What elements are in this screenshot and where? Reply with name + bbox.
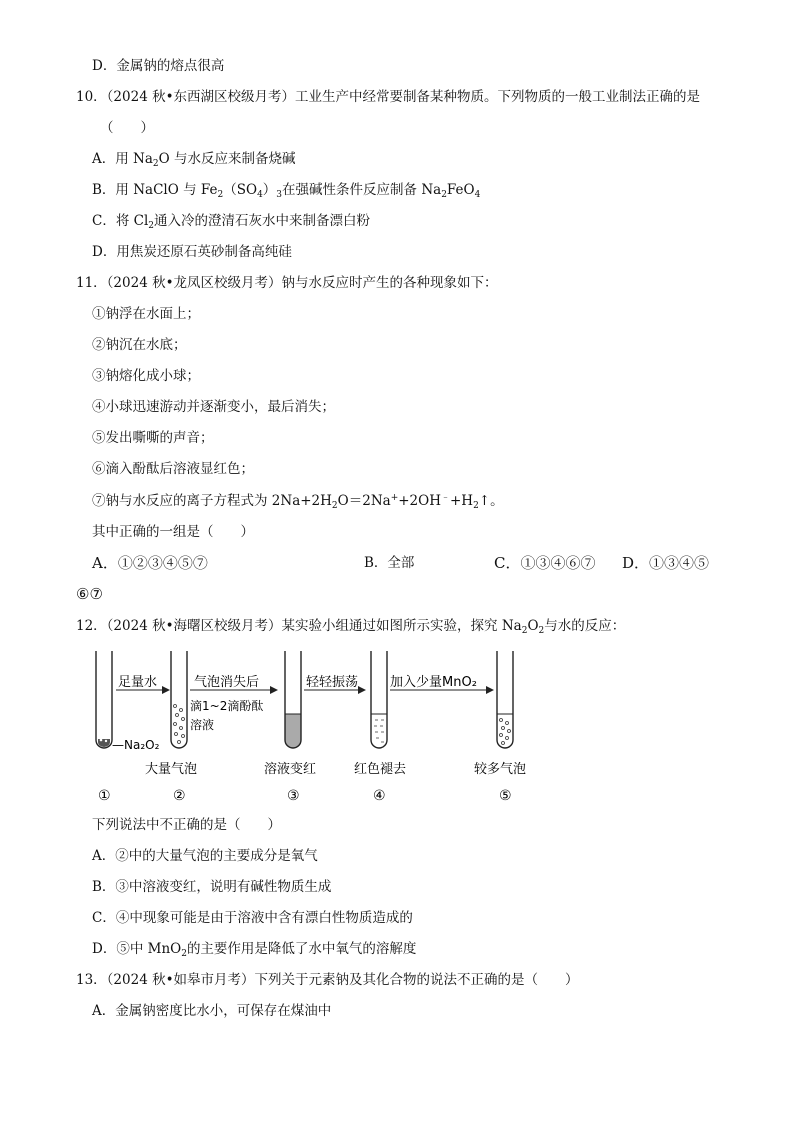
q12-stem: 12．（2024 秋•海曙区校级月考）某实验小组通过如图所示实验，探究 $Na_2O_2$与水的反应： xyxy=(76,618,626,636)
q12-option-c: C．④中现象可能是由于溶液中含有漂白性物质造成的 xyxy=(92,910,413,926)
q10-paren: （ ） xyxy=(100,120,154,136)
q11-item-6: ⑥滴入酚酞后溶液显红色； xyxy=(92,461,254,477)
tube-number-3: ③ xyxy=(287,788,300,804)
q12-option-d: D．⑤中 MnO$_2$的主要作用是降低了水中氧气的溶解度 xyxy=(92,941,417,959)
q12-option-a: A．②中的大量气泡的主要成分是氧气 xyxy=(92,848,318,864)
test-tube-5 xyxy=(497,651,513,748)
obs-3-label: 溶液变红 xyxy=(264,762,317,777)
experiment-figure xyxy=(90,648,540,808)
tube-number-4: ④ xyxy=(373,788,386,804)
test-tube-3 xyxy=(285,651,301,748)
q11-item-1: ①钠浮在水面上； xyxy=(92,306,200,322)
na2o2-label: —Na₂O₂ xyxy=(112,738,160,752)
q11-option-d-cont: ⑥⑦ xyxy=(76,585,103,603)
q10-option-b: B．用 NaClO 与 $Fe_2(SO_4)_3$在强碱性条件反应制备 $Na_2FeO_4$ xyxy=(92,182,481,200)
step-2-label-c: 溶液 xyxy=(190,718,215,732)
q11-stem: 11．（2024 秋•龙凤区校级月考）钠与水反应时产生的各种现象如下： xyxy=(76,275,498,291)
q12-ask: 下列说法中不正确的是（ ） xyxy=(92,817,281,833)
test-tube-4 xyxy=(371,651,387,748)
arrow-3-head xyxy=(358,686,366,694)
tube-number-2: ② xyxy=(173,788,186,804)
q11-option-d: D．①③④⑤ xyxy=(622,554,710,572)
q10-option-a: A．用 $Na_2O$ 与水反应来制备烧碱 xyxy=(92,151,296,169)
step-4-label: 加入少量MnO₂ xyxy=(390,675,477,690)
obs-2-label: 大量气泡 xyxy=(145,762,198,777)
arrow-1-head xyxy=(162,686,170,694)
q13-option-a: A．金属钠密度比水小，可保存在煤油中 xyxy=(92,1003,332,1019)
tube-number-1: ① xyxy=(98,788,111,804)
test-tube-2 xyxy=(171,651,187,748)
q10-option-c: C．将 $Cl_2$通入冷的澄清石灰水中来制备漂白粉 xyxy=(92,213,371,231)
q11-option-b: B．全部 xyxy=(364,555,415,571)
q10-option-d: D．用焦炭还原石英砂制备高纯硅 xyxy=(92,244,292,260)
tube-number-5: ⑤ xyxy=(499,788,512,804)
q9-option-d: D．金属钠的熔点很高 xyxy=(92,58,225,74)
step-1-label: 足量水 xyxy=(118,675,158,690)
arrow-4-head xyxy=(486,686,494,694)
q11-item-7: ⑦钠与水反应的离子方程式为 $2Na+2H_2O=2Na^++2OH^﹣+H_2↑$。 xyxy=(92,493,504,511)
q10-stem: 10．（2024 秋•东西湖区校级月考）工业生产中经常要制备某种物质。下列物质的一般工业制法正确的是 xyxy=(76,89,701,105)
q12-option-b: B．③中溶液变红，说明有碱性物质生成 xyxy=(92,879,332,895)
step-2-label-a: 气泡消失后 xyxy=(194,675,260,690)
obs-5-label: 较多气泡 xyxy=(474,762,527,777)
arrow-2-head xyxy=(270,686,278,694)
q11-ask: 其中正确的一组是（ ） xyxy=(92,524,254,540)
obs-4-label: 红色褪去 xyxy=(354,762,407,777)
q11-option-a: A．①②③④⑤⑦ xyxy=(92,554,208,572)
test-tube-1 xyxy=(96,651,112,748)
q13-stem: 13．（2024 秋•如皋市月考）下列关于元素钠及其化合物的说法不正确的是（ ） xyxy=(76,972,579,988)
q11-item-4: ④小球迅速游动并逐渐变小，最后消失； xyxy=(92,399,335,415)
step-2-label-b: 滴1~2滴酚酞 xyxy=(190,699,264,713)
q11-item-5: ⑤发出嘶嘶的声音； xyxy=(92,430,214,446)
q11-option-c: C．①③④⑥⑦ xyxy=(494,554,596,572)
q11-item-2: ②钠沉在水底； xyxy=(92,337,187,353)
q11-item-3: ③钠熔化成小球； xyxy=(92,368,200,384)
step-3-label: 轻轻振荡 xyxy=(306,675,359,690)
